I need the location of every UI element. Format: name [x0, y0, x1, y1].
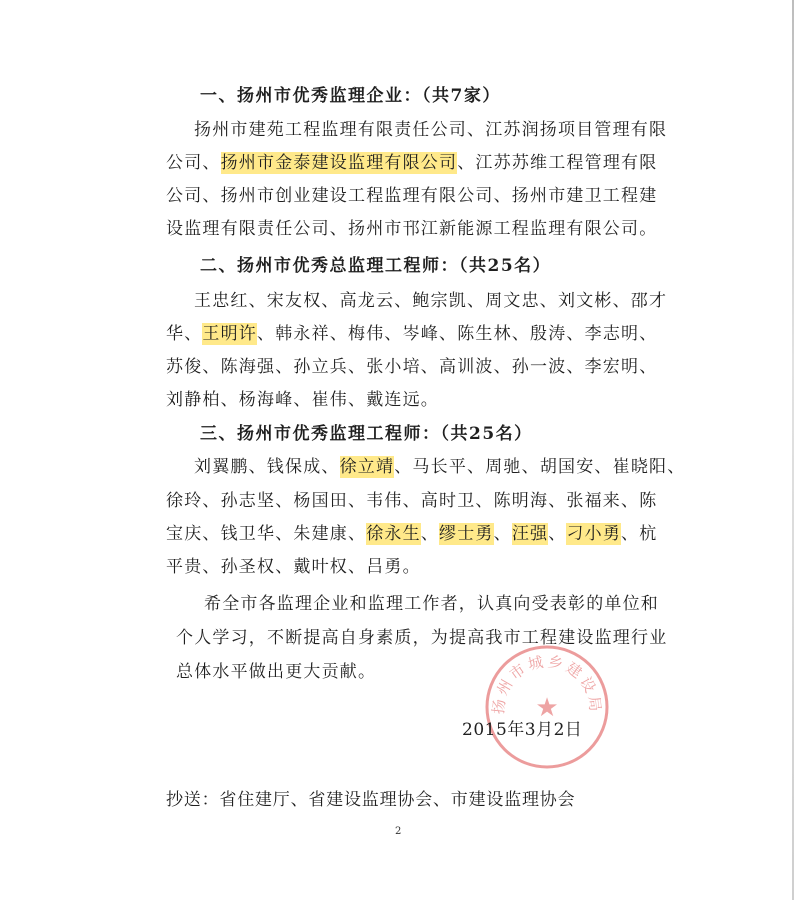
text-run: 公司、 — [166, 153, 221, 173]
text-run: 平贵、孙圣权、戴叶权、吕勇。 — [166, 557, 421, 577]
highlighted-name: 徐立靖 — [339, 457, 395, 477]
section3-heading: 三、扬州市优秀监理工程师：（共25名） — [200, 424, 533, 444]
text-run: 、杭 — [621, 524, 658, 544]
section2-line-1 — [194, 289, 667, 313]
section2-line-2 — [166, 322, 657, 346]
section1-heading: 一、扬州市优秀监理企业：（共7家） — [200, 86, 501, 106]
section3-line-2 — [166, 489, 657, 513]
highlighted-name: 王明许 — [202, 324, 258, 344]
page-number: 2 — [395, 826, 402, 837]
text-run: 华、 — [166, 324, 203, 344]
section1-line-3 — [166, 184, 657, 208]
section1-line-4 — [166, 217, 657, 241]
text-run: 王忠红、宋友权、高龙云、鲍宗凯、周文忠、刘文彬、邵才 — [194, 291, 668, 311]
section3-line-1 — [194, 455, 685, 479]
section1-line-1 — [194, 118, 667, 142]
section2-heading: 二、扬州市优秀总监理工程师：（共25名） — [200, 256, 552, 276]
document-date: 2015年3月2日 — [462, 720, 583, 740]
scan-edge — [792, 0, 794, 900]
closing-line-2: 个人学习，不断提高自身素质，为提高我市工程建设监理行业 — [176, 628, 668, 648]
text-run: 、 — [493, 524, 512, 544]
section3-line-3 — [166, 522, 657, 546]
text-run: 扬州市建苑工程监理有限责任公司、江苏润扬项目管理有限 — [194, 120, 668, 140]
text-run: 、 — [420, 524, 440, 544]
closing-line-1: 希全市各监理企业和监理工作者，认真向受表彰的单位和 — [204, 594, 659, 614]
highlighted-company: 扬州市金泰建设监理有限公司 — [220, 153, 458, 173]
text-run: 设监理有限责任公司、扬州市邗江新能源工程监理有限公司。 — [166, 219, 658, 239]
section2-line-4 — [166, 388, 439, 412]
text-run: 徐玲、孙志坚、杨国田、韦伟、高时卫、陈明海、张福来、陈 — [166, 491, 658, 511]
text-run: 、江苏苏维工程管理有限 — [457, 153, 658, 173]
highlighted-name: 徐永生 — [366, 524, 421, 544]
section1-line-2 — [166, 151, 657, 175]
text-run: 、马长平、周驰、胡国安、崔晓阳、 — [394, 457, 686, 477]
closing-line-3: 总体水平做出更大贡献。 — [176, 662, 377, 682]
highlighted-name: 缪士勇 — [439, 524, 494, 544]
seal-graphic — [482, 642, 612, 772]
text-run: 、韩永祥、梅伟、岑峰、陈生林、殷涛、李志明、 — [257, 324, 658, 344]
highlighted-name: 刁小勇 — [566, 524, 622, 544]
text-run: 、 — [548, 524, 567, 544]
text-run: 公司、扬州市创业建设工程监理有限公司、扬州市建卫工程建 — [166, 186, 658, 206]
highlighted-name: 汪强 — [511, 524, 549, 544]
section3-line-4 — [166, 555, 421, 579]
text-run: 刘翼鹏、钱保成、 — [194, 457, 340, 477]
cc-line: 抄送：省住建厅、省建设监理协会、市建设监理协会 — [166, 790, 576, 810]
text-run: 刘静柏、杨海峰、崔伟、戴连远。 — [166, 390, 439, 410]
text-run: 苏俊、陈海强、孙立兵、张小培、高训波、孙一波、李宏明、 — [166, 357, 658, 377]
seal-text-path: 扬州市城乡建设局 — [489, 652, 605, 716]
seal-star-icon: ★ — [535, 693, 559, 723]
text-run: 宝庆、钱卫华、朱建康、 — [166, 524, 367, 544]
section2-line-3 — [166, 355, 657, 379]
official-seal — [482, 642, 612, 772]
